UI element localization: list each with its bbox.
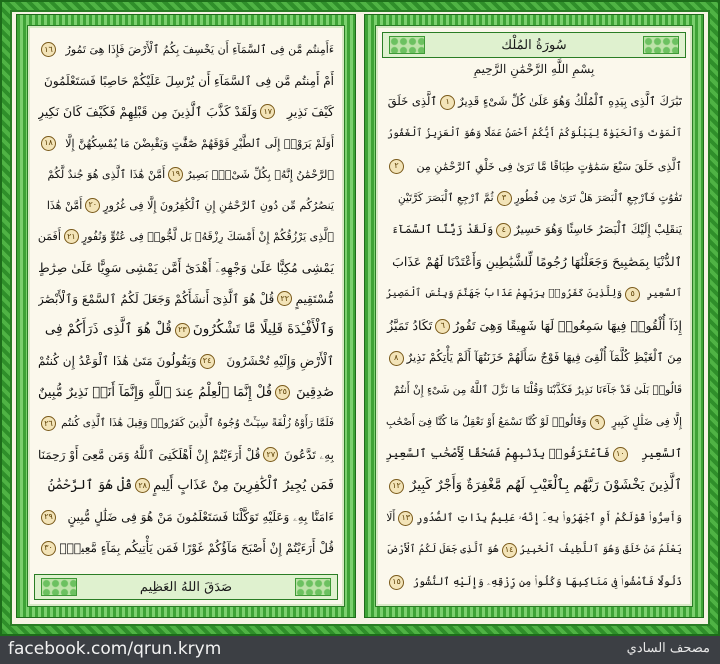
banner-ornament-icon <box>295 578 331 596</box>
verse-text-continuation: وَقَالُوا۟ لَوْ كُنَّا نَسْمَعُ أَوْ نَعْقِلُ مَا كُنَّا فِىٓ أَصْحَٰبِ <box>386 415 587 428</box>
quran-line <box>386 214 682 246</box>
quran-line <box>38 34 334 65</box>
ayah-number-marker: ١٠ <box>613 447 628 462</box>
ayah-number-marker: ٣ <box>497 191 512 206</box>
quran-line <box>38 315 334 346</box>
ayah-number-marker: ٢١ <box>64 229 79 244</box>
verse-text-continuation: قُلْ هُوَ ٱلرَّحْمَٰنُ <box>47 478 133 494</box>
ayah-number-marker: ١٦ <box>41 42 56 57</box>
ayah-number-marker: ٢٨ <box>135 478 150 493</box>
verse-text: إِلَّا فِى ضَلَٰلٍ كَبِيرٍ <box>611 415 682 428</box>
verse-text: صَٰدِقِينَ <box>296 384 334 400</box>
verse-text: مُّسْتَقِيمٍ <box>295 291 334 306</box>
verse-text: يَنصُرُكُم مِّن دُونِ ٱلرَّحْمَٰنِ إِنِ ٱلْكَٰفِرُونَ إِلَّا فِى غُرُورٍ <box>103 198 334 212</box>
verse-text: فَمَن يُجِيرُ ٱلْكَٰفِرِينَ مِنْ عَذَابٍ أَلِيمٍ <box>153 478 334 494</box>
verse-text: ٱلَّذِينَ يَخْشَوْنَ رَبَّهُم بِٱلْغَيْبِ لَهُم مَّغْفِرَةٌ وَأَجْرٌ كَبِيرٌ <box>409 477 682 494</box>
ayah-number-marker: ١ <box>440 95 455 110</box>
quran-line <box>386 246 682 278</box>
quran-line <box>38 65 334 96</box>
footer-bar <box>0 636 720 664</box>
quran-line <box>38 408 334 439</box>
ayah-number-marker: ٢٤ <box>200 354 215 369</box>
verse-text-continuation: قُلْ أَرَءَيْتُمْ إِنْ أَهْلَكَنِىَ ٱللَّهُ وَمَن مَّعِىَ أَوْ رَحِمَنَا <box>38 447 261 462</box>
verse-text-continuation: تَكَادُ تَمَيَّزُ <box>387 317 433 333</box>
quran-line <box>386 182 682 214</box>
left-page-lines <box>38 34 334 564</box>
verse-text-continuation: قُلْ إِنَّمَا ٱلْعِلْمُ عِندَ ٱللَّهِ وَإِنَّمَآ أَنَا۠ نَذِيرٌ مُّبِينٌ <box>38 384 273 400</box>
banner-ornament-icon <box>41 578 77 596</box>
quran-line <box>386 342 682 374</box>
left-page <box>16 14 356 618</box>
ayah-number-marker: ١٧ <box>260 104 275 119</box>
quran-line <box>386 438 682 470</box>
calligraphy-signature: مصحف السادي <box>626 641 710 656</box>
verse-text: تَبَٰرَكَ ٱلَّذِى بِيَدِهِ ٱلْمُلْكُ وَهُوَ عَلَىٰ كُلِّ شَىْءٍ قَدِيرٌ <box>458 94 682 109</box>
quran-line <box>386 150 682 182</box>
quran-line <box>386 118 682 150</box>
quran-line <box>386 278 682 310</box>
verse-text: بِهِۦ تَدَّعُونَ <box>284 447 334 462</box>
verse-text: ٱلسَّعِيرِ <box>646 288 682 299</box>
quran-line <box>38 283 334 314</box>
quran-line <box>386 86 682 118</box>
verse-text: أَوَلَمْ يَرَوْا۟ إِلَى ٱلطَّيْرِ فَوْقَهُمْ صَٰٓفَّٰتٍ وَيَقْبِضْنَ مَا يُمْسِكُهُنَّ إِلَّا <box>65 136 334 150</box>
ayah-number-marker: ١٥ <box>389 575 404 590</box>
verse-text: ٱلَّذِى خَلَقَ سَبْعَ سَمَٰوَٰتٍ طِبَاقًا مَّا تَرَىٰ فِى خَلْقِ ٱلرَّحْمَٰنِ مِن <box>416 159 682 173</box>
right-page-lines <box>386 86 682 598</box>
right-page-body <box>375 25 693 607</box>
verse-text: أَمْ أَمِنتُم مَّن فِى ٱلسَّمَآءِ أَن يُرْسِلَ عَلَيْكُمْ حَاصِبًا فَسَتَعْلَمُونَ <box>44 73 334 88</box>
verse-text: يَنقَلِبْ إِلَيْكَ ٱلْبَصَرُ خَاسِئًا وَهُوَ حَسِيرٌ <box>514 222 682 237</box>
verse-text-continuation: قُلْ هُوَ ٱلَّذِىٓ أَنشَأَكُمْ وَجَعَلَ لَكُمُ ٱلسَّمْعَ وَٱلْأَبْصَٰرَ <box>38 291 275 306</box>
sura-title: سُورَةُ المُلْك <box>501 37 567 53</box>
verse-text: وَأَسِرُّوا۟ قَوْلَكُمْ أَوِ ٱجْهَرُوا۟ بِهِۦٓ إِنَّهُۥ عَلِيمٌۢ بِذَاتِ ٱلصُّدُورِ <box>416 511 682 524</box>
verse-text-continuation: قُلْ هُوَ ٱلَّذِى ذَرَأَكُمْ فِى <box>44 321 172 338</box>
banner-ornament-icon <box>389 36 425 54</box>
quran-line <box>38 377 334 408</box>
verse-text-continuation: أَمَّنْ هَٰذَا <box>46 198 83 212</box>
ayah-number-marker: ٢٥ <box>275 385 290 400</box>
verse-text-continuation: هُوَ ٱلَّذِى جَعَلَ لَكُمُ ٱلْأَرْضَ <box>386 544 499 555</box>
ayah-number-marker: ١٩ <box>168 167 183 182</box>
verse-text-continuation: وَلِلَّذِينَ كَفَرُوا۟ بِرَبِّهِمْ عَذَابُ جَهَنَّمَ وَبِئْسَ ٱلْمَصِيرُ <box>386 288 623 299</box>
ayah-number-marker: ٨ <box>389 351 404 366</box>
verse-text-continuation: وَيَقُولُونَ مَتَىٰ هَٰذَا ٱلْوَعْدُ إِن كُنتُمْ <box>38 354 197 369</box>
ayah-number-marker: ٢٠ <box>85 198 100 213</box>
ayah-number-marker: ٢٧ <box>263 447 278 462</box>
verse-text: ٱلَّذِى يَرْزُقُكُمْ إِنْ أَمْسَكَ رِزْقَهُۥ بَل لَّجُّوا۟ فِى عُتُوٍّ وَنُفُورٍ <box>81 230 334 244</box>
ayah-number-marker: ١٤ <box>502 543 517 558</box>
quran-line <box>386 374 682 406</box>
verse-text: ٱلدُّنْيَا بِمَصَٰبِيحَ وَجَعَلْنَٰهَا رُجُومًا لِّلشَّيَٰطِينِ وَأَعْتَدْنَا لَهُمْ عَذَابَ <box>392 253 682 269</box>
verse-text: يَمْشِى مُكِبًّا عَلَىٰ وَجْهِهِۦٓ أَهْدَىٰٓ أَمَّن يَمْشِى سَوِيًّا عَلَىٰ صِرَٰطٍ <box>38 259 334 275</box>
ayah-number-marker: ٤ <box>496 223 511 238</box>
right-page <box>364 14 704 618</box>
verse-text-continuation: وَلَقَدْ كَذَّبَ ٱلَّذِينَ مِن قَبْلِهِمْ فَكَيْفَ كَانَ نَكِيرِ <box>38 103 258 119</box>
verse-text: ذَلُولًا فَٱمْشُوا۟ فِى مَنَاكِبِهَا وَكُلُوا۟ مِن رِّزْقِهِۦ وَإِلَيْهِ ٱلنُّشُورُ <box>412 575 682 588</box>
quran-line <box>38 470 334 501</box>
verse-text: ٱلسَّعِيرِ <box>641 446 682 461</box>
ayah-number-marker: ٢٢ <box>277 291 292 306</box>
quran-line <box>38 96 334 127</box>
verse-text: ٱلْأَرْضِ وَإِلَيْهِ تُحْشَرُونَ <box>226 354 334 369</box>
quran-line <box>38 252 334 283</box>
verse-text: إِذَآ أُلْقُوا۟ فِيهَا سَمِعُوا۟ لَهَا شَهِيقًا وَهِىَ تَفُورُ <box>453 317 682 333</box>
ayah-number-marker: ٩ <box>590 415 605 430</box>
quran-line <box>38 346 334 377</box>
quran-line <box>386 310 682 342</box>
verse-text-continuation: ثُمَّ ٱرْجِعِ ٱلْبَصَرَ كَرَّتَيْنِ <box>397 191 494 204</box>
verse-text: ٱلْمَوْتَ وَٱلْحَيَوٰةَ لِيَبْلُوَكُمْ أَيُّكُمْ أَحْسَنُ عَمَلًا وَهُوَ ٱلْعَزِيزُ ٱلْغَفُورُ <box>387 128 682 139</box>
left-page-body <box>27 25 345 607</box>
verse-text-continuation: أَفَمَن <box>38 230 61 244</box>
verse-text-continuation: ٱلَّذِى خَلَقَ <box>387 94 438 109</box>
verse-text: وَٱلْأَفْـِٔدَةَ قَلِيلًا مَّا تَشْكُرُونَ <box>192 321 334 338</box>
quran-line <box>38 190 334 221</box>
ayah-number-marker: ٢٣ <box>175 323 190 338</box>
verse-text: ٱلرَّحْمَٰنُ إِنَّهُۥ بِكُلِّ شَىْءٍۭ بَصِيرٌ <box>186 167 334 181</box>
ayah-number-marker: ٥ <box>625 287 640 302</box>
ayah-number-marker: ٢٩ <box>41 510 56 525</box>
verse-text-continuation: وَلَقَدْ زَيَّنَّا ٱلسَّمَآءَ <box>391 222 494 237</box>
verse-text: قُلْ أَرَءَيْتُمْ إِنْ أَصْبَحَ مَآؤُكُمْ غَوْرًا فَمَن يَأْتِيكُم بِمَآءٍ مَّعِينٍۭ <box>59 541 334 556</box>
ayah-number-marker: ٣٠ <box>41 541 56 556</box>
closing-banner <box>34 574 338 600</box>
verse-text-continuation: أَمَّنْ هَٰذَا ٱلَّذِى هُوَ جُندٌ لَّكُمْ <box>47 167 166 181</box>
closing-banner-text: صَدَقَ اللهُ العَظِيم <box>139 579 233 595</box>
quran-line <box>38 439 334 470</box>
quran-line <box>38 221 334 252</box>
quran-line <box>38 128 334 159</box>
verse-text: يَعْلَمُ مَنْ خَلَقَ وَهُوَ ٱللَّطِيفُ ٱلْخَبِيرُ <box>519 544 682 555</box>
ayah-number-marker: ٦ <box>435 319 450 334</box>
quran-line <box>38 159 334 190</box>
sura-header-banner <box>382 32 686 58</box>
quran-line <box>386 566 682 598</box>
facebook-link[interactable]: facebook.com/qrun.krym <box>8 639 222 659</box>
verse-text-continuation: فَٱعْتَرَفُوا۟ بِذَنۢبِهِمْ فَسُحْقًا لِّأَصْحَٰبِ ٱلسَّعِيرِ <box>386 446 610 461</box>
verse-text: فَلَمَّا رَأَوْهُ زُلْفَةً سِيٓـَٔتْ وُجُوهُ ٱلَّذِينَ كَفَرُوا۟ وَقِيلَ هَٰذَا ٱلَّذِى كُنتُم <box>61 417 334 430</box>
verse-text: قَالُوا۟ بَلَىٰ قَدْ جَآءَنَا نَذِيرٌ فَكَذَّبْنَا وَقُلْنَا مَا نَزَّلَ ٱللَّهُ مِن شَىْءٍ إِنْ أَنتُمْ <box>393 383 682 396</box>
ayah-number-marker: ١٨ <box>41 136 56 151</box>
basmala: بِسْمِ اللَّهِ الرَّحْمَٰنِ الرَّحِيمِ <box>473 62 595 76</box>
quran-line <box>386 502 682 534</box>
quran-line <box>386 470 682 502</box>
verse-text-continuation: أَلَا <box>386 511 396 524</box>
verse-text: تَفَٰوُتٍ فَٱرْجِعِ ٱلْبَصَرَ هَلْ تَرَىٰ مِن فُطُورٍ <box>514 191 682 204</box>
verse-text: ءَامَنَّا بِهِۦ وَعَلَيْهِ تَوَكَّلْنَا فَسَتَعْلَمُونَ مَنْ هُوَ فِى ضَلَٰلٍ مُّبِينٍ <box>67 510 334 525</box>
quran-line <box>386 406 682 438</box>
quran-line <box>38 533 334 564</box>
ayah-number-marker: ١٢ <box>389 479 404 494</box>
banner-ornament-icon <box>643 36 679 54</box>
ayah-number-marker: ١٣ <box>398 511 413 526</box>
quran-line <box>38 502 334 533</box>
quran-line <box>386 534 682 566</box>
ayah-number-marker: ٢٦ <box>41 416 56 431</box>
ayah-number-marker: ٢ <box>389 159 404 174</box>
verse-text: ءَأَمِنتُم مَّن فِى ٱلسَّمَآءِ أَن يَخْسِفَ بِكُمُ ٱلْأَرْضَ فَإِذَا هِىَ تَمُورُ <box>65 43 334 57</box>
verse-text: كَيْفَ نَذِيرِ <box>286 103 334 119</box>
verse-text: مِنَ ٱلْغَيْظِ كُلَّمَآ أُلْقِىَ فِيهَا فَوْجٌ سَأَلَهُمْ خَزَنَتُهَآ أَلَمْ يَأْتِكُمْ نَذِيرٌ <box>406 350 682 365</box>
